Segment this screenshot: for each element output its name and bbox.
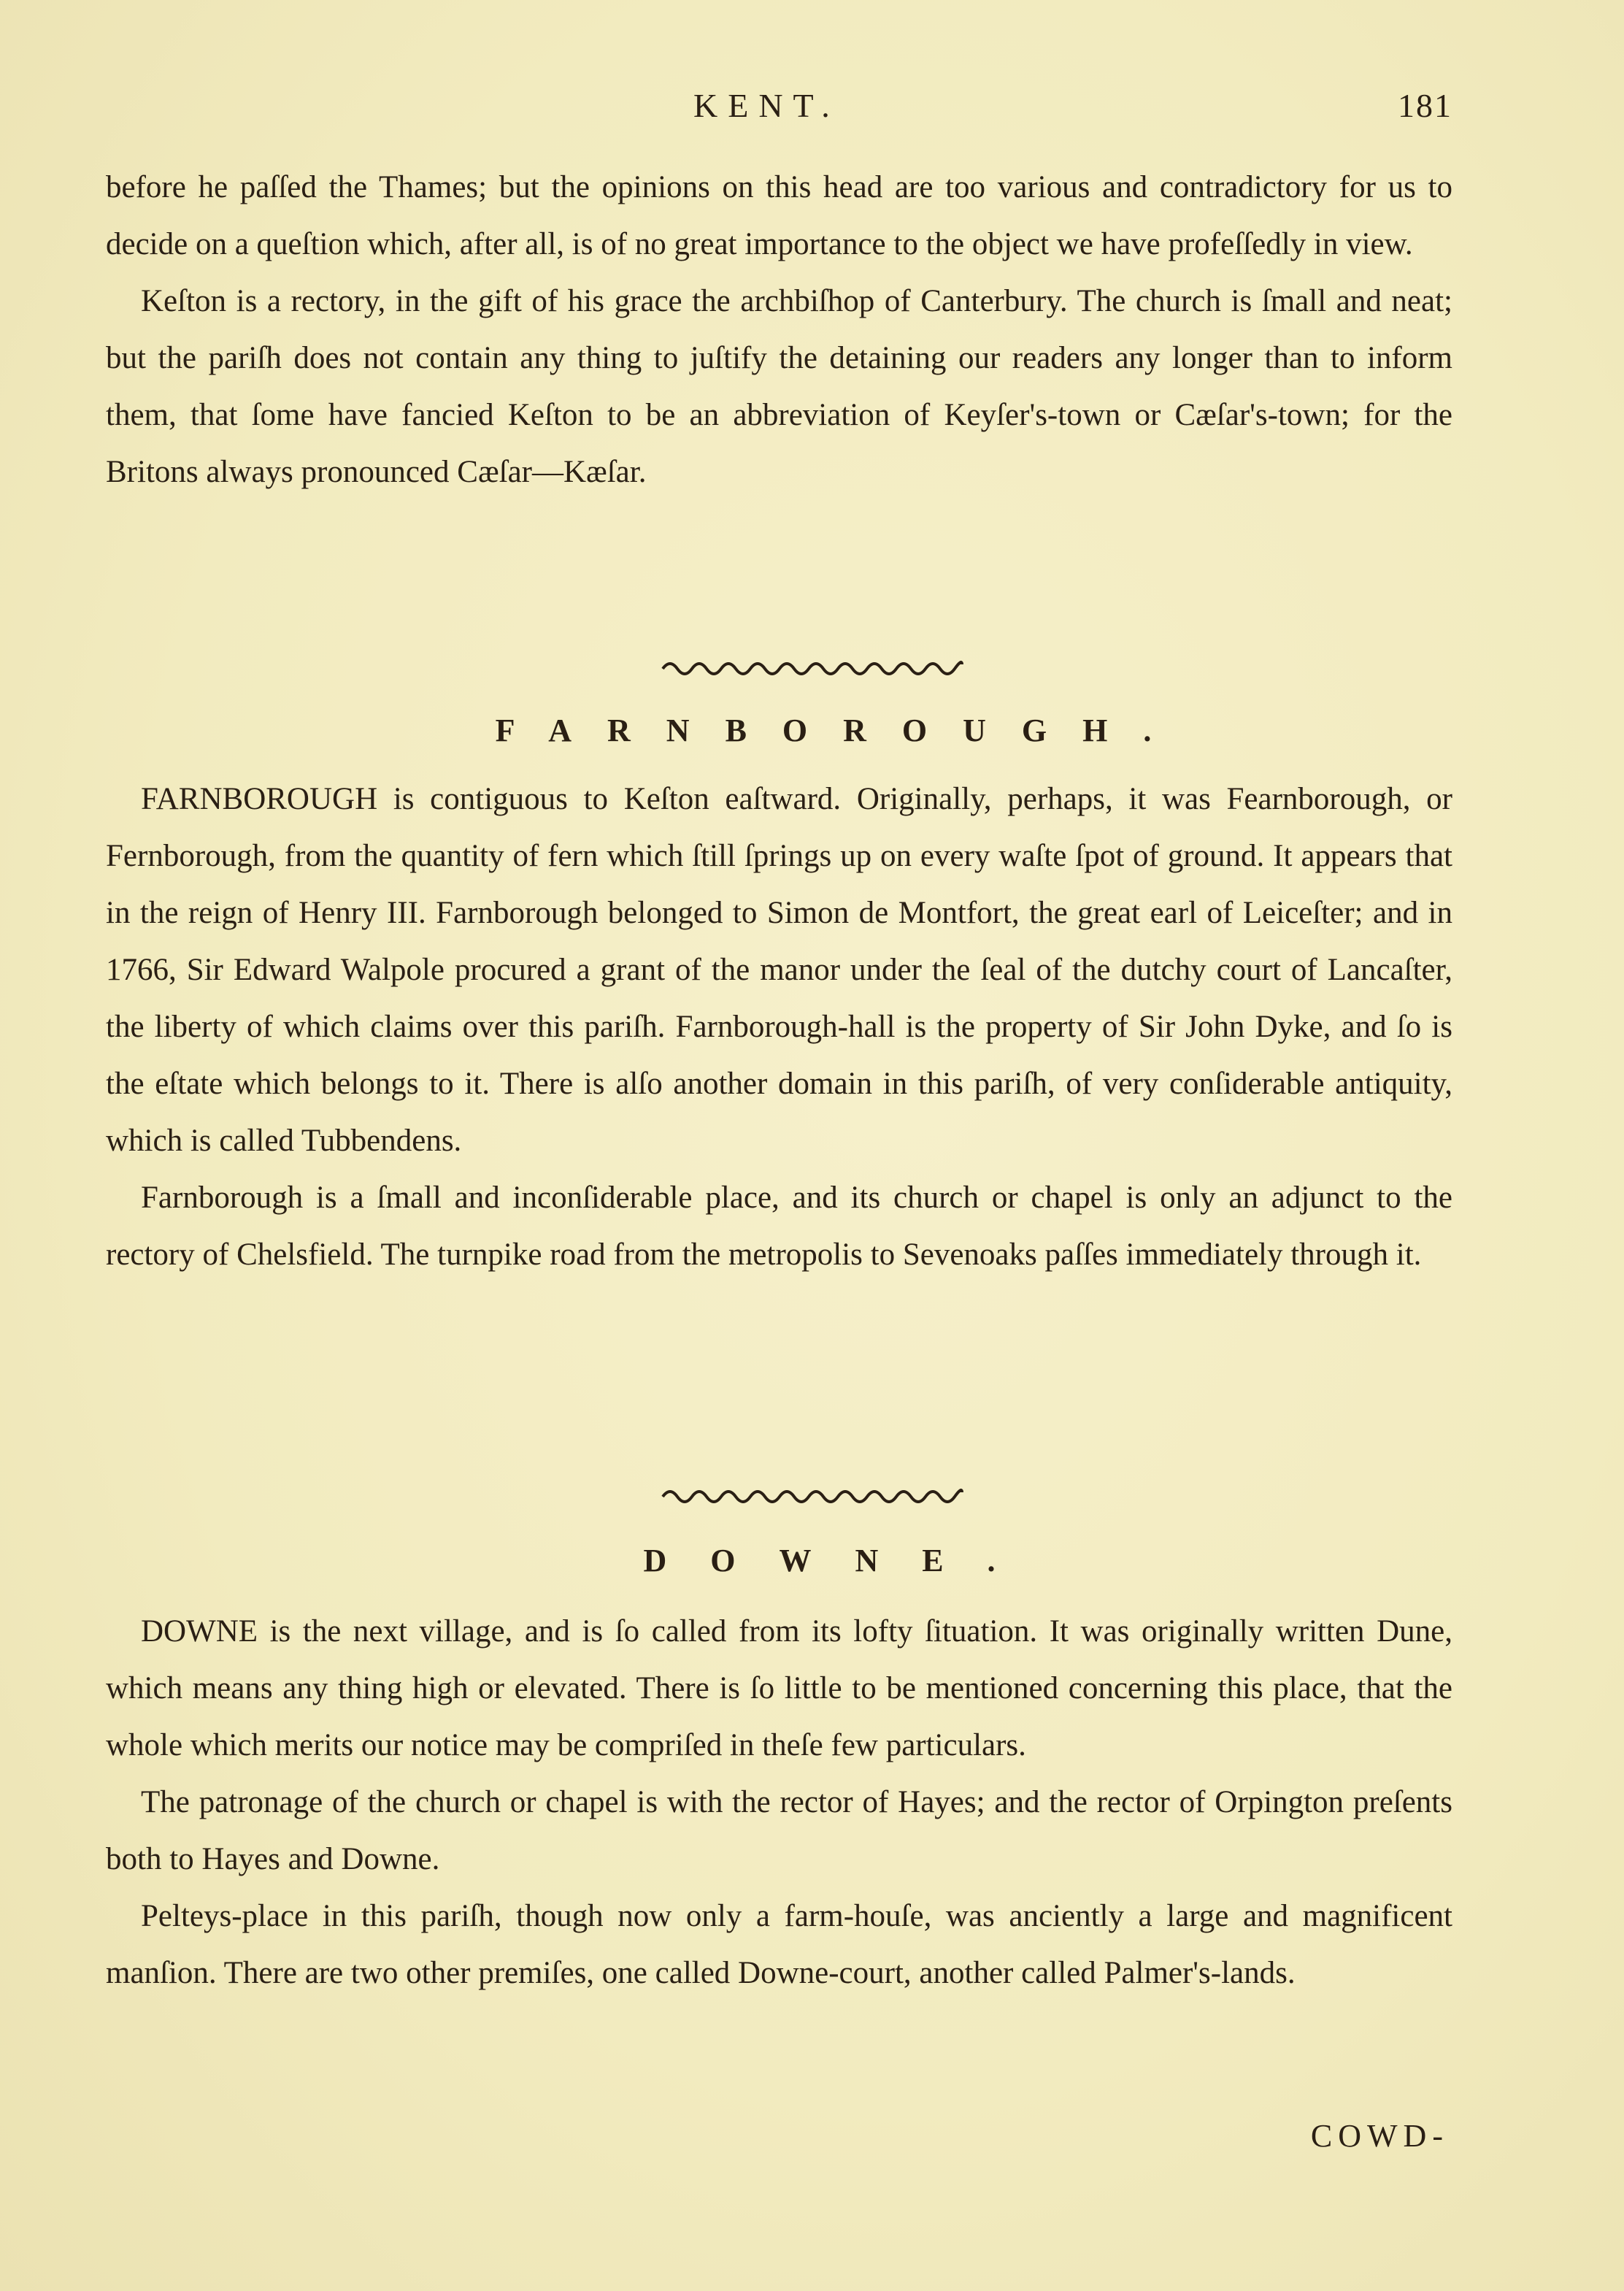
farnborough-paragraph-1: FARNBOROUGH is contiguous to Keſton eaſtward. Originally, perhaps, it was Fearnborough, or Fernborough, from the quantity of fern which ſtill ſprings up on every waſte ſpot of ground. It appears that in the reign of Henry III. Farnborough belonged to Simon de Montfort, the great earl of Leiceſter; and in 1766, Sir Edward Walpole procured a grant of the manor under the ſeal of the dutchy court of Lancaſter, the liberty of which claims over this pariſh. Farnborough-hall is the property of Sir John Dyke, and ſo is the eſtate which belongs to it. There is alſo another domain in this pariſh, of very conſiderable antiquity, which is called Tubbendens. bbox=[106, 782, 1452, 1158]
farnborough-text bbox=[106, 771, 1452, 1283]
catchword: COWD- bbox=[1310, 2118, 1449, 2154]
section-title-farnborough: FARNBOROUGH. bbox=[495, 713, 1188, 748]
ornament-icon bbox=[659, 654, 966, 676]
downe-paragraph-1: DOWNE is the next village, and is ſo called from its lofty ſituation. It was originally written Dune, which means any thing high or elevated. There is ſo little to be mentioned concerning this place, that the whole which merits our notice may be compriſed in theſe few particulars. bbox=[106, 1614, 1452, 1762]
section-ornament bbox=[0, 654, 1624, 676]
downe-paragraph-2: The patronage of the church or chapel is with the rector of Hayes; and the rector of Orpington preſents both to Hayes and Downe. bbox=[106, 1785, 1452, 1876]
running-head-title: KENT. bbox=[693, 87, 840, 124]
downe-paragraph-3: Pelteys-place in this pariſh, though now only a farm-houſe, was anciently a large and magnificent manſion. There are two other premiſes, one called Downe-court, another called Palmer's-lands. bbox=[106, 1899, 1452, 1990]
farnborough-paragraph-2: Farnborough is a ſmall and inconſiderable place, and its church or chapel is only an adjunct to the rectory of Chelsfield. The turnpike road from the metropolis to Sevenoaks paſſes immediately through it. bbox=[106, 1181, 1452, 1272]
intro-text bbox=[106, 159, 1452, 501]
page-number: 181 bbox=[1398, 87, 1452, 124]
section-ornament bbox=[0, 1482, 1624, 1504]
intro-paragraph-1: before he paſſed the Thames; but the opinions on this head are too various and contradictory for us to decide on a queſtion which, after all, is of no great importance to the object we have profeſſedly in view. bbox=[106, 170, 1452, 261]
downe-text bbox=[106, 1603, 1452, 2002]
running-head bbox=[0, 86, 1624, 137]
intro-paragraph-2: Keſton is a rectory, in the gift of his grace the archbiſhop of Canterbury. The church is ſmall and neat; but the pariſh does not contain any thing to juſtify the detaining our readers any longer than to inform them, that ſome have fancied Keſton to be an abbreviation of Keyſer's-town or Cæſar's-town; for the Britons always pronounced Cæſar—Kæſar. bbox=[106, 284, 1452, 489]
ornament-icon bbox=[659, 1482, 966, 1504]
section-title-downe: DOWNE. bbox=[643, 1543, 1039, 1578]
